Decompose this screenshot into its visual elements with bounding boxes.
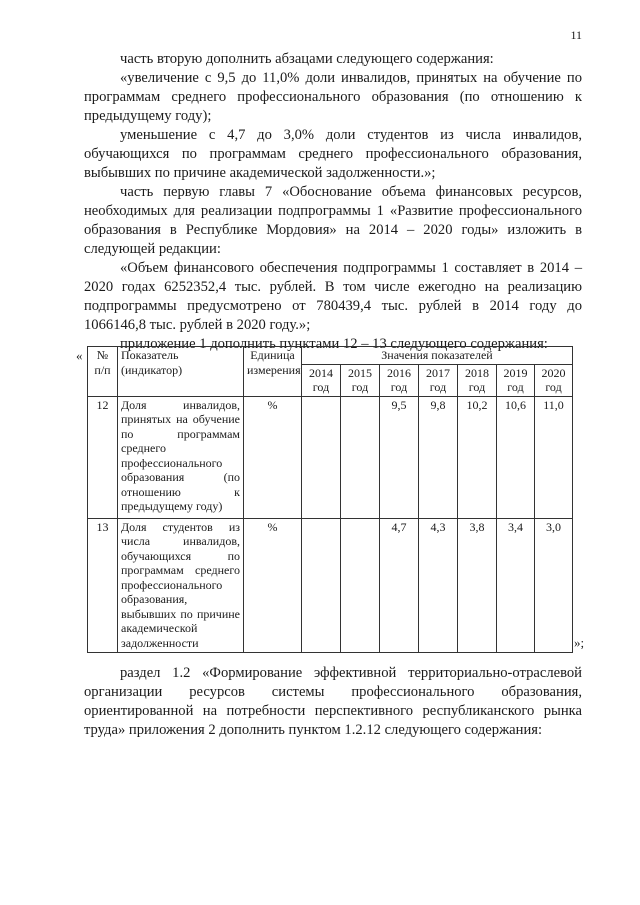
row-value (302, 396, 341, 518)
row-value (302, 518, 341, 652)
paragraph: часть первую главы 7 «Обоснование объема финансовых ресурсов, необходимых для реализации подпрограммы 1 «Развитие профессионального образования в Республике Мордовия» на 2014 – 2020 годы» изложить в следующей редакции: (84, 184, 582, 257)
indicators-table (87, 346, 573, 653)
header-num: № п/п (88, 347, 118, 397)
row-value: 11,0 (535, 396, 573, 518)
header-year: 2015 год (341, 364, 380, 396)
paragraph: часть вторую дополнить абзацами следующего содержания: (120, 51, 494, 67)
header-values-group: Значения показателей (302, 347, 573, 365)
paragraph: «увеличение с 9,5 до 11,0% доли инвалидов, принятых на обучение по программам среднего профессионального образования (по отношению к предыдущему году); (84, 70, 582, 124)
row-num: 13 (88, 518, 118, 652)
table-close-quote: »; (574, 635, 585, 650)
row-unit: % (244, 518, 302, 652)
body-text-top (84, 50, 582, 354)
paragraph: уменьшение с 4,7 до 3,0% доли студентов из числа инвалидов, обучающихся по программам среднего профессионального образования, выбывших по причине академической задолженности.»; (84, 127, 582, 181)
row-value: 10,6 (497, 396, 535, 518)
paragraph: «Объем финансового обеспечения подпрограммы 1 составляет в 2014 – 2020 годах 6252352,4 тыс. рублей. В том числе ежегодно на реализацию подпрограммы предусмотрено от 780439,4 тыс. рублей в 2014 году до 1066146,8 тыс. рублей в 2020 году.»; (84, 260, 582, 333)
header-indicator: Показатель (индикатор) (118, 347, 244, 397)
row-value (341, 518, 380, 652)
row-indicator: Доля инвалидов, принятых на обучение по программам среднего профессионального образования (по отношению к предыдущему году) (118, 396, 244, 518)
header-year: 2014 год (302, 364, 341, 396)
header-year: 2018 год (458, 364, 497, 396)
body-text-bottom (84, 664, 582, 740)
row-value: 9,5 (380, 396, 419, 518)
table-open-quote: « (76, 348, 83, 363)
header-year: 2020 год (535, 364, 573, 396)
header-year: 2017 год (419, 364, 458, 396)
header-year: 2016 год (380, 364, 419, 396)
paragraph: раздел 1.2 «Формирование эффективной территориально-отраслевой организации ресурсов системы профессионального образования, ориентированной на потребности перспективного республиканского рынка труда» приложения 2 дополнить пунктом 1.2.12 следующего содержания: (84, 665, 582, 738)
header-unit: Единица измерения (244, 347, 302, 397)
row-value: 3,0 (535, 518, 573, 652)
row-value: 3,4 (497, 518, 535, 652)
row-value: 4,7 (380, 518, 419, 652)
row-value (341, 396, 380, 518)
header-year: 2019 год (497, 364, 535, 396)
table-header-row (88, 347, 573, 365)
paragraph: приложение 1 дополнить пунктами 12 – 13 следующего содержания: (120, 336, 548, 352)
table-row (88, 518, 573, 652)
row-value: 4,3 (419, 518, 458, 652)
row-value: 9,8 (419, 396, 458, 518)
row-value: 10,2 (458, 396, 497, 518)
row-value: 3,8 (458, 518, 497, 652)
row-unit: % (244, 396, 302, 518)
row-indicator: Доля студентов из числа инвалидов, обучающихся по программам среднего профессионального образования, выбывших по причине академической задолженности (118, 518, 244, 652)
table-row (88, 396, 573, 518)
row-num: 12 (88, 396, 118, 518)
page-number: 11 (570, 28, 582, 42)
